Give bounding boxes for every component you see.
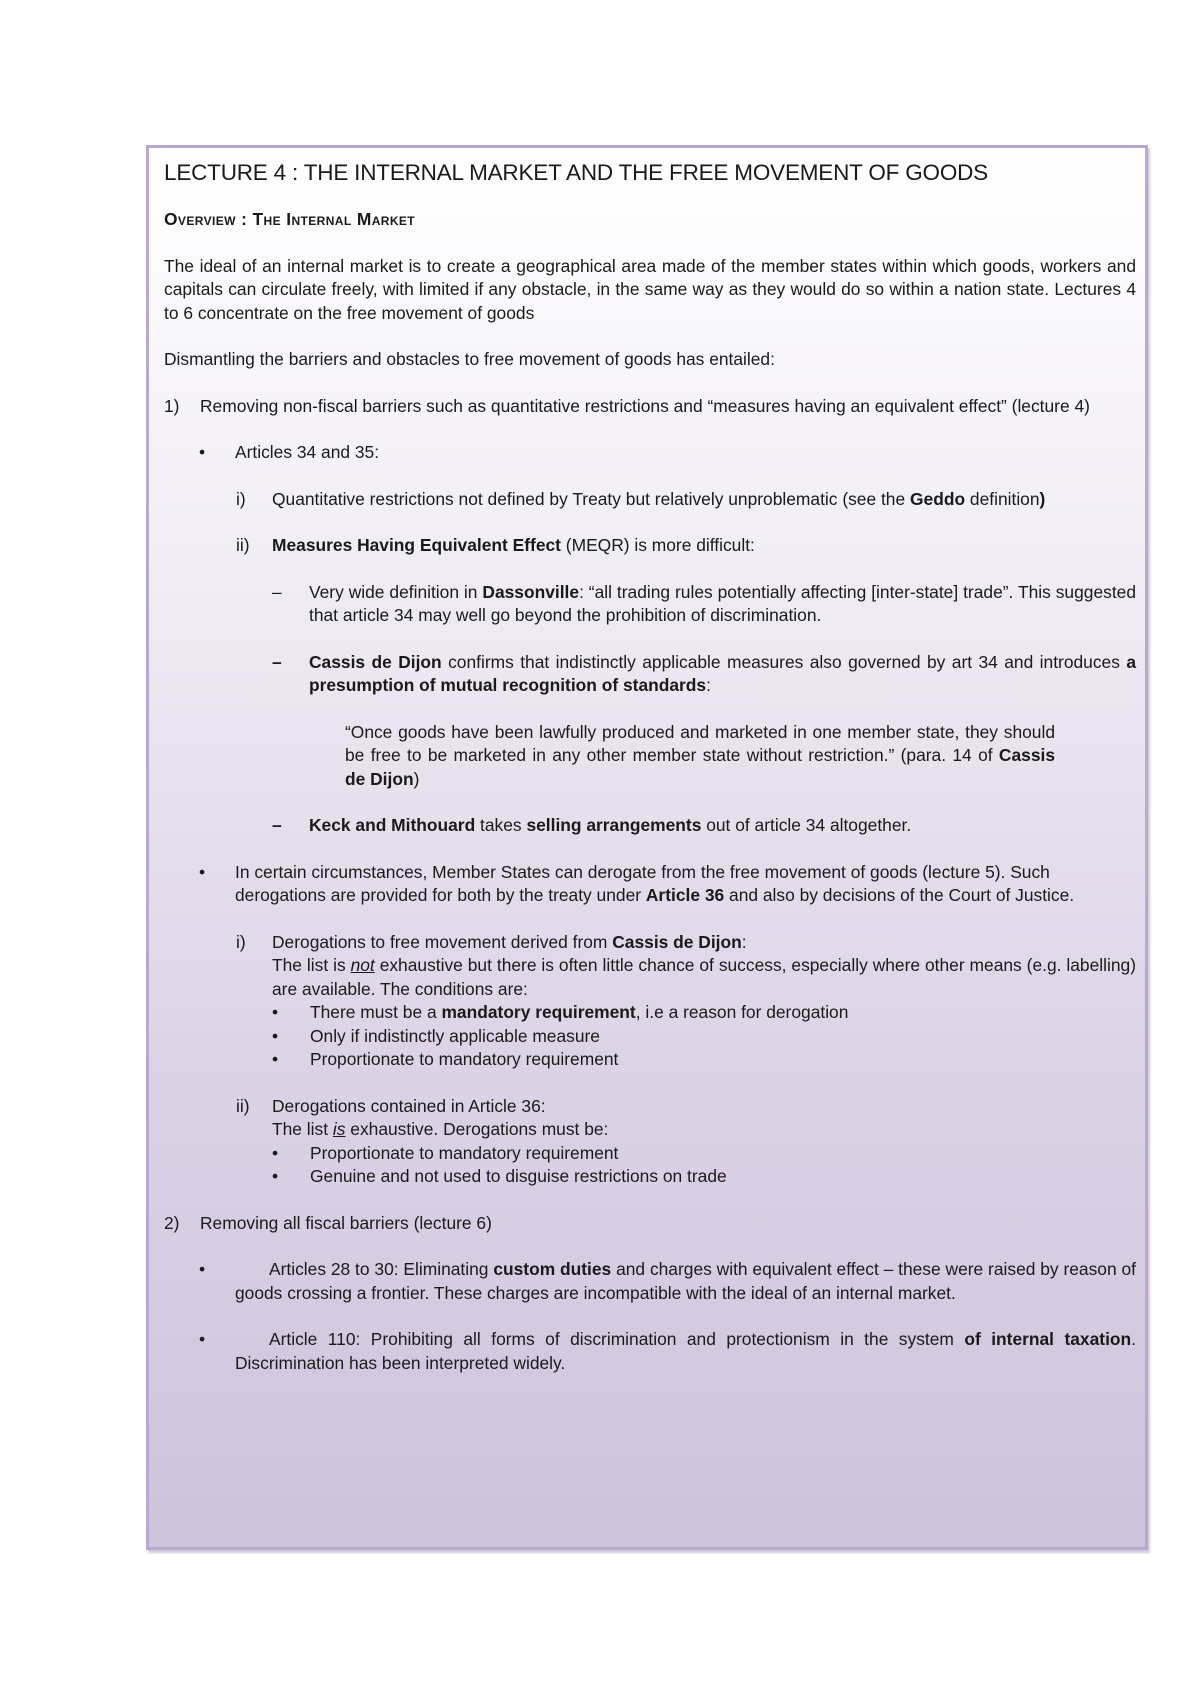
text-run: Derogations to free movement derived from — [272, 931, 613, 952]
condition-text: Genuine and not used to disguise restrictions on trade — [310, 1166, 727, 1186]
bullet-text — [235, 861, 1136, 908]
roman-item-i — [164, 488, 1136, 512]
list-number: 1) — [164, 395, 180, 416]
text-run: The list is — [272, 955, 351, 975]
text-run: Very wide definition in — [309, 581, 483, 602]
text-run: , i.e a reason for derogation — [635, 1002, 849, 1022]
list-item-text: Removing all fiscal barriers (lecture 6) — [200, 1212, 492, 1233]
derogation-heading: Derogations contained in Article 36: — [272, 1095, 546, 1116]
bullet-icon: • — [272, 1142, 279, 1163]
text-run: ) — [413, 768, 420, 789]
content-box — [146, 145, 1148, 1550]
derogation-item-i — [164, 931, 1136, 1072]
bullet-articles-28-30 — [164, 1258, 1136, 1305]
condition-text: Proportionate to mandatory requirement — [310, 1142, 619, 1163]
text-run: out of article 34 altogether. — [701, 815, 912, 835]
bullet-icon: • — [272, 1002, 279, 1022]
dash-item-dassonville — [164, 581, 1136, 628]
condition-item — [272, 1142, 1136, 1166]
case-name: Cassis de Dijon — [309, 651, 442, 672]
roman-item-text — [272, 534, 1136, 558]
roman-item-ii — [164, 534, 1136, 558]
condition-item — [272, 1025, 1136, 1049]
dash-item-text — [309, 814, 1136, 838]
dash-item-keck — [164, 814, 1136, 838]
term: selling arrangements — [526, 815, 702, 835]
roman-number: i) — [236, 488, 246, 509]
text-run: : — [741, 931, 747, 952]
dash-mark: – — [272, 651, 282, 672]
roman-number: ii) — [236, 1095, 250, 1116]
bullet-icon: • — [272, 1166, 279, 1186]
text-run: . Discrimination has been interpreted widely. — [235, 1329, 1136, 1373]
case-name: Keck and Mithouard — [309, 815, 476, 835]
dismantling-paragraph: Dismantling the barriers and obstacles to free movement of goods has entailed: — [164, 349, 775, 369]
quote-text: “Once goods have been lawfully produced and marketed in one member state, they should be free to be marketed in any other member state without restriction.” (para. 14 of — [345, 721, 1055, 765]
section-heading: Overview : The Internal Market — [164, 209, 416, 229]
text-run: The list — [272, 1119, 333, 1139]
bullet-article-110 — [164, 1328, 1136, 1375]
text-run: There must be a — [310, 1002, 442, 1022]
case-name: Cassis de Dijon — [345, 745, 1055, 789]
text-run: Article 110: Prohibiting all forms of discrimination and protectionism in the system — [269, 1329, 965, 1349]
bullet-icon: • — [199, 442, 206, 462]
roman-number: ii) — [236, 535, 250, 555]
dash-item-cassis — [164, 651, 1136, 698]
dash-mark: – — [272, 815, 282, 835]
text-run: Articles 28 to 30: Eliminating — [269, 1259, 494, 1279]
text-run: : “all trading rules potentially affecting [inter-state] trade”. This suggested that article 34 may well go beyond the prohibition of discrimination. — [309, 581, 1136, 625]
bullet-articles-34-35 — [164, 441, 1136, 465]
derogation-body — [272, 1095, 1136, 1189]
derogation-body — [272, 931, 1136, 1072]
bullet-icon: • — [199, 861, 206, 882]
page-title: LECTURE 4 : THE INTERNAL MARKET AND THE FREE MOVEMENT OF GOODS — [164, 160, 988, 185]
case-name: Cassis de Dijon — [612, 931, 742, 952]
bullet-text — [235, 1258, 1136, 1305]
term: custom duties — [493, 1259, 612, 1279]
bullet-icon: • — [199, 1259, 206, 1279]
condition-text — [310, 1001, 1136, 1025]
case-name: Dassonville — [482, 581, 580, 602]
condition-item — [272, 1001, 1136, 1025]
text-run: exhaustive. Derogations must be: — [345, 1119, 609, 1139]
emphasis: is — [332, 1119, 346, 1139]
term: mandatory requirement — [441, 1002, 636, 1022]
condition-text: Proportionate to mandatory requirement — [310, 1049, 619, 1069]
list-number: 2) — [164, 1212, 180, 1233]
case-name: Geddo — [910, 488, 966, 509]
text-run: confirms that indistinctly applicable measures also governed by art 34 and introduces — [441, 651, 1127, 672]
list-item-text: Removing non-fiscal barriers such as quantitative restrictions and “measures having an equivalent effect” (lecture 4) — [200, 395, 1090, 416]
text-run: and charges with equivalent effect – these were raised by reason of goods crossing a frontier. These charges are incompatible with the ideal of an internal market. — [235, 1259, 1136, 1303]
term: Article 36 — [645, 885, 725, 905]
bullet-icon: • — [199, 1329, 206, 1349]
bullet-text: Articles 34 and 35: — [235, 442, 380, 462]
text-run: and also by decisions of the Court of Justice. — [724, 885, 1075, 905]
list-item-2 — [164, 1212, 1136, 1236]
list-item-1 — [164, 395, 1136, 419]
roman-item-text — [272, 488, 1136, 512]
condition-item — [272, 1165, 1136, 1189]
dash-item-text — [309, 651, 1136, 698]
block-quote — [345, 721, 1055, 792]
derogation-description — [272, 954, 1136, 1001]
text-run: In certain circumstances, Member States can derogate from the free movement of goods (lecture 5). Such derogations are provided for both by the treaty under — [235, 861, 1050, 905]
term: Measures Having Equivalent Effect — [272, 535, 561, 555]
bullet-icon: • — [272, 1025, 279, 1046]
bullet-derogations — [164, 861, 1136, 908]
text-run: Quantitative restrictions not defined by Treaty but relatively unproblematic (see the — [272, 488, 910, 509]
text-run: ) — [1039, 488, 1046, 509]
text-run: (MEQR) is more difficult: — [560, 535, 755, 555]
bullet-text — [235, 1328, 1136, 1375]
derogation-item-ii — [164, 1095, 1136, 1189]
text-run: definition — [965, 488, 1040, 509]
document-body — [164, 156, 1136, 1375]
term: of internal taxation — [964, 1329, 1132, 1349]
text-run: : — [706, 675, 711, 695]
bullet-icon: • — [272, 1049, 279, 1069]
emphasis: not — [350, 955, 375, 975]
text-run: exhaustive but there is often little chance of success, especially where other means (e.g. labelling) are available. The conditions are: — [272, 955, 1137, 999]
derogation-description — [272, 1118, 1136, 1142]
dash-item-text — [309, 581, 1136, 628]
term: a presumption of mutual recognition of standards — [309, 651, 1136, 695]
dash-mark: – — [272, 581, 282, 602]
condition-item — [272, 1048, 1136, 1072]
text-run: takes — [475, 815, 527, 835]
intro-paragraph: The ideal of an internal market is to create a geographical area made of the member states within which goods, workers and capitals can circulate freely, with limited if any obstacle, in the same way as they would do so within a nation state. Lectures 4 to 6 concentrate on the free movement of goods — [164, 255, 1136, 323]
condition-text: Only if indistinctly applicable measure — [310, 1025, 600, 1046]
roman-number: i) — [236, 931, 246, 952]
derogation-heading — [272, 931, 1136, 955]
